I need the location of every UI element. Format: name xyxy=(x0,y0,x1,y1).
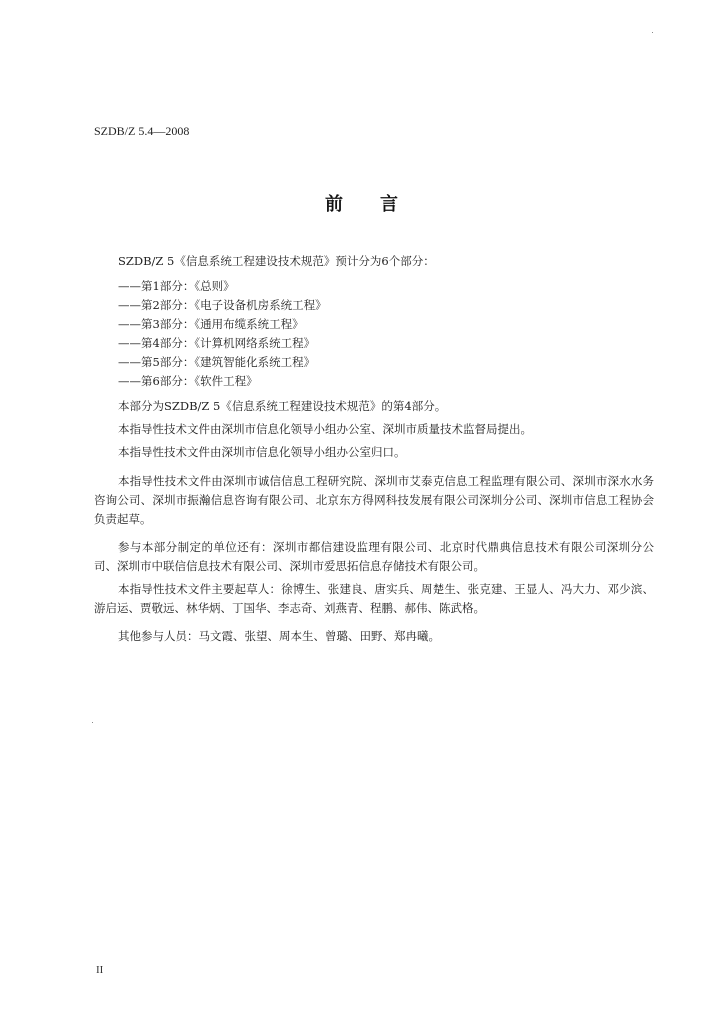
main-drafters-paragraph: 本指导性技术文件主要起草人：徐博生、张建良、唐实兵、周楚生、张克建、王显人、冯大力、邓少滨、游启运、贾敬远、林华炳、丁国华、李志奇、刘燕青、程鹏、郝伟、陈武格。 xyxy=(94,582,654,615)
page-number: II xyxy=(96,964,104,976)
this-part-paragraph: 本部分为SZDB/Z 5《信息系统工程建设技术规范》的第4部分。 xyxy=(118,399,447,413)
list-item: ——第5部分：《建筑智能化系统工程》 xyxy=(118,355,316,369)
list-item: ——第1部分：《总则》 xyxy=(118,279,235,293)
parts-list xyxy=(118,277,654,391)
scan-speck xyxy=(92,722,93,723)
intro-paragraph: SZDB/Z 5《信息系统工程建设技术规范》预计分为6个部分： xyxy=(118,254,435,268)
proposed-paragraph: 本指导性技术文件由深圳市信息化领导小组办公室、深圳市质量技术监督局提出。 xyxy=(118,422,532,436)
list-item: ——第3部分：《通用布缆系统工程》 xyxy=(118,317,304,331)
drafted-by-paragraph: 本指导性技术文件由深圳市诚信信息工程研究院、深圳市艾泰克信息工程监理有限公司、深圳市深水水务咨询公司、深圳市振瀚信息咨询有限公司、北京东方得网科技发展有限公司深圳分公司、深圳市信息工程协会负责起草。 xyxy=(94,474,654,526)
scan-speck xyxy=(652,32,653,33)
page-title xyxy=(0,190,724,216)
standard-code: SZDB/Z 5.4—2008 xyxy=(94,124,190,138)
participating-units-paragraph: 参与本部分制定的单位还有：深圳市都信建设监理有限公司、北京时代鼎典信息技术有限公司深圳分公司、深圳市中联信信息技术有限公司、深圳市爱思拓信息存储技术有限公司。 xyxy=(94,540,654,573)
list-item: ——第6部分：《软件工程》 xyxy=(118,374,258,388)
title-char-2: 言 xyxy=(380,194,399,215)
centralized-paragraph: 本指导性技术文件由深圳市信息化领导小组办公室归口。 xyxy=(118,445,406,459)
list-item: ——第2部分：《电子设备机房系统工程》 xyxy=(118,298,327,312)
foreword-body xyxy=(94,252,654,646)
other-participants-paragraph: 其他参与人员：马文霞、张望、周本生、曾璐、田野、郑冉曦。 xyxy=(118,629,440,643)
list-item: ——第4部分：《计算机网络系统工程》 xyxy=(118,336,316,350)
title-char-1: 前 xyxy=(325,194,344,215)
